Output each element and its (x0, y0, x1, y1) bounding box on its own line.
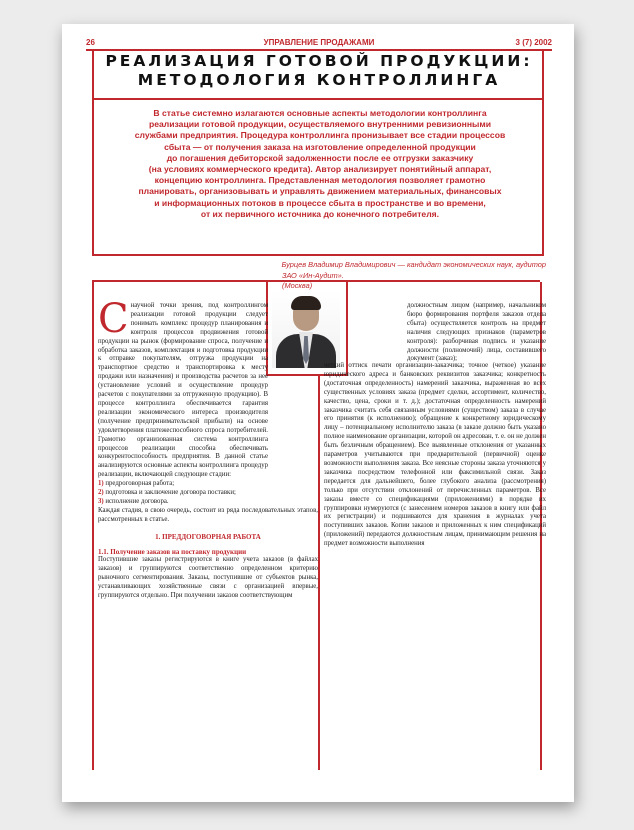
column-divider (318, 374, 320, 770)
lead-line: В статье системно излагаются основные аспекты методологии контроллинга (153, 108, 487, 118)
stage-item: 1) предроговорная работа; (98, 480, 175, 488)
lead-line: сбыта — от получения заказа на изготовление определенной продукции (164, 141, 476, 152)
lead-line: (на условиях коммерческого кредита). Автор анализирует понятийный аппарат, (148, 164, 492, 175)
rubric-title: УПРАВЛЕНИЕ ПРОДАЖАМИ (263, 38, 375, 47)
lead-line: от их первичного источника до конечного потребителя. (200, 208, 440, 219)
magazine-page (62, 24, 574, 802)
lead-line: концепцию контроллинга. Представленная методология позволяет грамотно (154, 175, 486, 186)
intro-text: научной точки зрения, под контроллингом реализации готовой продукции следует понимать комплекс процедур планирования и контроля процессов продвижения готовой продукции на рынок (формирование спроса, получение и обработка заказов, комплектация и подготовка продукции к отправке покупателям, отгрузка продукции на транспортное средство и транспортировка к месту продажи или назначения) и производства расчетов за нее (установление условий и осуществление процедур расчетов с покупателями за отгруженную продукцию). В процессе контроллинга обеспечивается гарантия реализации экономического интереса производителя (получение предпринимательской прибыли) на основе удовлетворения платежеспособного спроса потребителей. Грамотно организованная система контроллинга процессов реализации способна обеспечивать конкурентоспособность предприятия. В данной статье анализируются основные аспекты контроллинга процедур реализации, включающей следующие стадии: (98, 302, 268, 479)
article-lead (104, 108, 536, 220)
lead-line: и информационных потоков в процессе сбыта в пространстве и во времени, (154, 197, 486, 208)
stage-item: 3) исполнение договора. (98, 497, 169, 505)
stages-summary: Каждая стадия, в свою очередь, состоит из ряда последовательных этапов, рассмотренных в статье. (98, 506, 318, 523)
body-paragraph: четкий оттиск печати организации-заказчика; точное (четкое) указание юридического адреса и банковских реквизитов заказчика; конкретность (достаточная определенность) намерений заказчика, выраженная во всех существенных условиях заказа (предмет сделки, ассортимент, количество, качество, цена, сроки и т. д.); достаточная определенность намерений заказчика считать себя связанным условиями (существом) заказа в случае его принятия (к исполнению); обращение к конкретному юридическому лицу – потенциальному исполнителю заказа (в заказе должно быть указано полное наименование организации, которой он адресован, т. е. он не должен быть безличным обращением). Все выявленные отклонения от указанных параметров учитываются при предварительной (первичной) оценке возможности выполнения заказа. Все неясные стороны заказа уточняются у заказчика посредством телефонной или факсимильной связи. Заказ передается для дальнейшего, более глубокого анализа (рассмотрения) только при отсутствии отклонений от перечисленных параметров. Все заказы вместе со спецификациями (приложениями) в порядке их группировки нумеруются (с занесением номеров заказов в книгу или файл их регистрации) и подшиваются для хранения в журналах учета поступивших заказов. Копии заказов и приложенных к ним спецификаций (приложений) передаются должностным лицам, принимающим решения на предмет возможности выполнения (324, 362, 546, 548)
article-title (102, 52, 536, 90)
issue-number: 3 (7) 2002 (515, 38, 552, 47)
lead-line: планировать, организовывать и управлять движением материальных, финансовых (138, 186, 502, 197)
author-credit (202, 260, 546, 292)
author-line-2: ЗАО «Ин-Аудит». (282, 270, 344, 280)
stage-item: 2) подготовка и заключение договора поставки; (98, 489, 236, 497)
right-top-text: должностным лицом (например, начальником бюро формирования портфеля заказов отдела сбыта) осуществляется контроль на предмет наличия следующих признаков (параметров контроля): разборчивая подпись и указание должности (полномочий) лица, составившего документ (заказ); (407, 302, 546, 363)
author-line-3: (Москва) (282, 281, 313, 290)
author-line-1: Бурцев Владимир Владимирович — кандидат экономических наук, аудитор (281, 260, 546, 269)
page-number: 26 (86, 38, 95, 47)
intro-paragraph (98, 296, 318, 480)
section-heading: 1. ПРЕДДОГОВОРНАЯ РАБОТА (155, 532, 261, 541)
right-column (324, 362, 546, 549)
title-line-2: МЕТОДОЛОГИЯ КОНТРОЛЛИНГА (137, 71, 501, 89)
title-line-1: РЕАЛИЗАЦИЯ ГОТОВОЙ ПРОДУКЦИИ: (105, 52, 533, 70)
left-border (92, 282, 94, 770)
lead-line: службами предприятия. Процедура контроллинга пронизывает все стадии процессов (134, 130, 506, 141)
lead-line: реализации готовой продукции, осуществляемого внутренними ревизионными (148, 119, 492, 130)
left-column (98, 296, 318, 601)
lead-line: до погашения дебиторской задолженности после ее отгрузки заказчику (166, 152, 474, 163)
subsection-heading: 1.1. Получение заказов на поставку продукции (98, 547, 247, 556)
body-paragraph: Поступившие заказы регистрируются в книге учета заказов (в файлах заказов) и группируются соответственно определенном критерию рыночного сегментирования. Заказы, поступившие от субъектов рынка, устанавливающих хозяйственные связи с организацией впервые, группируются отдельно. При получении заказов соответствующим (98, 556, 318, 600)
drop-cap: С (98, 296, 129, 342)
